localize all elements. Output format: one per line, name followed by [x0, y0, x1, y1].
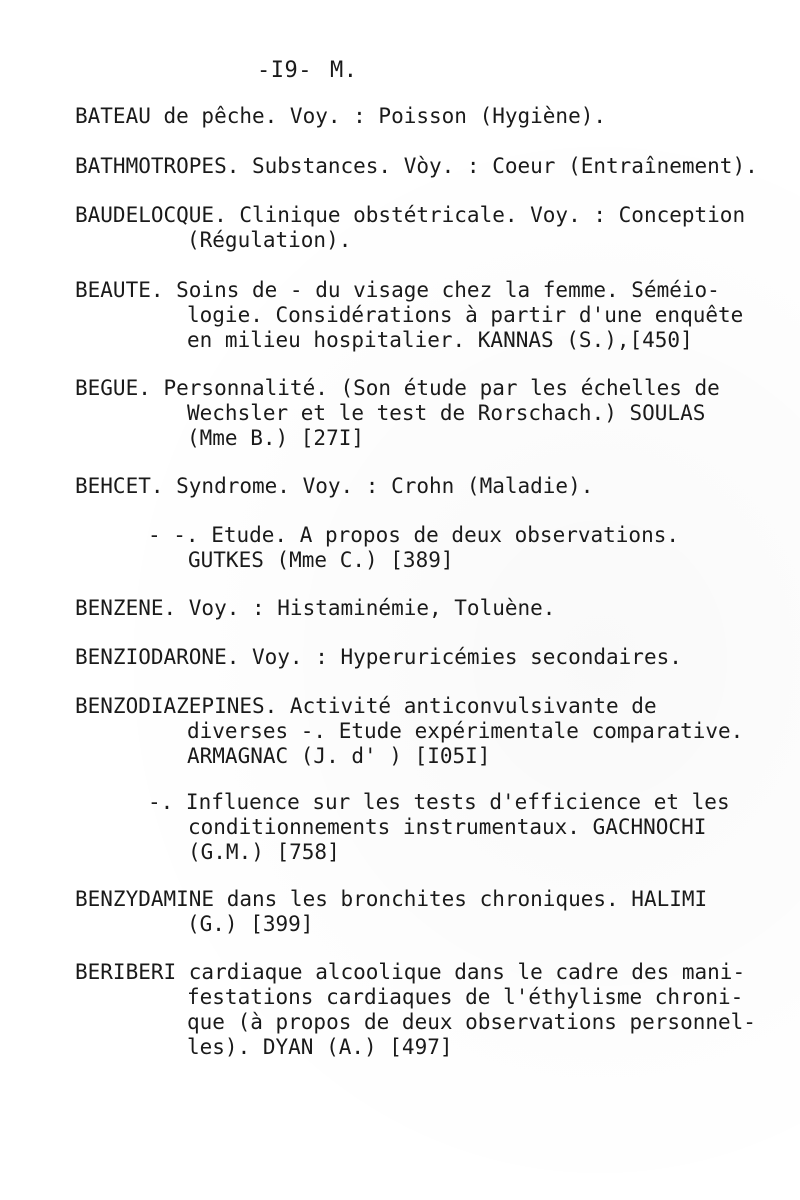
entry-line: -. Influence sur les tests d'efficience et les [148, 790, 730, 814]
entry-line: diverses -. Etude expérimentale comparative. [187, 719, 744, 743]
entry-line: ARMAGNAC (J. d' ) [I05I] [187, 744, 491, 768]
entry-line: BATHMOTROPES. Substances. Vòy. : Coeur (Entraînement). [75, 154, 758, 178]
entry-line: en milieu hospitalier. KANNAS (S.),[450] [187, 328, 693, 352]
entry-line: BERIBERI cardiaque alcoolique dans le cadre des mani- [75, 960, 746, 984]
page-number: -I9- [257, 58, 312, 83]
entry-line: BENZENE. Voy. : Histaminémie, Toluène. [75, 596, 556, 620]
entry-line: BENZYDAMINE dans les bronchites chroniques. HALIMI [75, 887, 708, 911]
entry-line: BENZODIAZEPINES. Activité anticonvulsivante de [75, 694, 657, 718]
index-entry-beaute [75, 278, 755, 353]
entry-line: festations cardiaques de l'éthylisme chroni- [187, 985, 744, 1009]
entry-line: Wechsler et le test de Rorschach.) SOULAS [187, 401, 706, 425]
index-entry-bathmotropes [75, 154, 758, 179]
section-letter: M. [329, 58, 358, 83]
entry-line: que (à propos de deux observations personnel- [187, 1010, 756, 1034]
index-entry-bateau [75, 104, 755, 129]
index-entry-behcet [75, 474, 755, 499]
index-subentry-behcet [148, 523, 800, 573]
index-entry-baudelocque [75, 203, 755, 253]
entry-line: les). DYAN (A.) [497] [187, 1035, 453, 1059]
entry-line: conditionnements instrumentaux. GACHNOCHI [188, 815, 707, 839]
index-entry-benzydamine [75, 887, 755, 937]
index-entry-begue [75, 376, 755, 451]
index-entry-benzodiazepines [75, 694, 755, 769]
entry-line: (G.) [399] [187, 912, 314, 936]
entry-line: logie. Considérations à partir d'une enquête [187, 303, 744, 327]
entry-line: (G.M.) [758] [188, 840, 340, 864]
index-entry-benzene [75, 596, 755, 621]
entry-line: BEAUTE. Soins de - du visage chez la femme. Séméio- [75, 278, 720, 302]
entry-line: GUTKES (Mme C.) [389] [188, 548, 454, 572]
entry-line: (Régulation). [187, 228, 352, 252]
entry-line: BENZIODARONE. Voy. : Hyperuricémies secondaires. [75, 645, 682, 669]
entry-line: - -. Etude. A propos de deux observations. [148, 523, 680, 547]
entry-line: BEGUE. Personnalité. (Son étude par les échelles de [75, 376, 720, 400]
index-subentry-benzodiazepines [148, 790, 800, 865]
index-entry-beriberi [75, 960, 755, 1060]
entry-line: BAUDELOCQUE. Clinique obstétricale. Voy. : Conception [75, 203, 746, 227]
entry-line: BEHCET. Syndrome. Voy. : Crohn (Maladie). [75, 474, 594, 498]
entry-line: BATEAU de pêche. Voy. : Poisson (Hygiène). [75, 104, 607, 128]
index-entry-benziodarone [75, 645, 755, 670]
page-header [257, 58, 357, 83]
entry-line: (Mme B.) [27I] [187, 426, 365, 450]
